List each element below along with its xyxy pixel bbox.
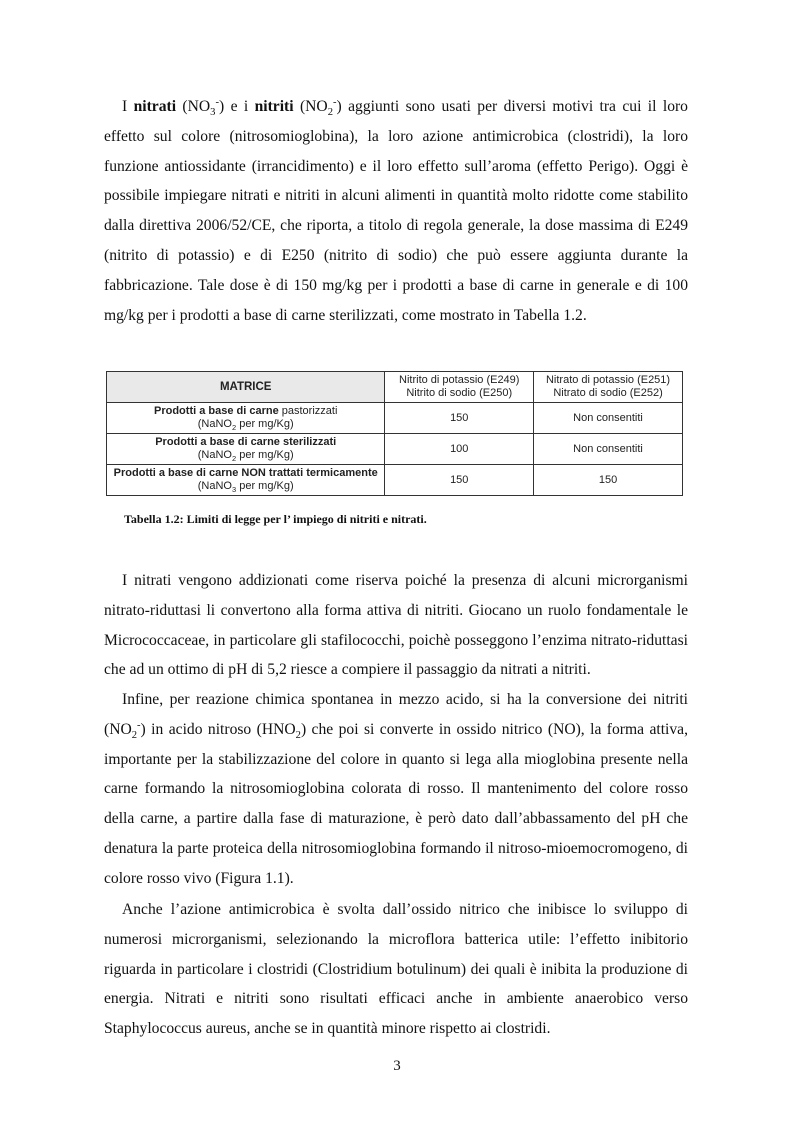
row-unit bbox=[110, 418, 381, 431]
page-number: 3 bbox=[393, 1058, 401, 1074]
superscript: - bbox=[333, 96, 337, 108]
row-title: Prodotti a base di carne NON trattati termicamente bbox=[113, 467, 378, 479]
row-value-nitriti: 150 bbox=[385, 403, 534, 434]
text-run: ) in acido nitroso (HNO bbox=[140, 720, 296, 738]
paragraph-azione-antimicrobica bbox=[104, 895, 688, 1044]
table-header-row bbox=[107, 372, 683, 403]
row-matrix-cell bbox=[107, 465, 385, 496]
text-run: Anche l’azione antimicrobica è svolta dall’ossido nitrico che inibisce lo sviluppo di numerosi microrganismi, selezionando la microflora batterica utile: l’effetto inibitorio riguarda in particolare i clostridi (Clostridium botulinum) dei quali è inibita la produzione di energia. Nitrati e nitriti sono risultati efficaci anche in ambiente anaerobico verso Staphylococcus aureus, anche se in quantità minore rispetto ai clostridi. bbox=[104, 901, 688, 1038]
header-nitrati bbox=[534, 372, 683, 403]
row-unit bbox=[110, 480, 381, 493]
subscript: 2 bbox=[232, 423, 237, 433]
unit-text: per mg/Kg) bbox=[236, 449, 294, 461]
limits-table-container bbox=[106, 371, 683, 494]
text-run: I nitrati vengono addizionati come riserva poiché la presenza di alcuni microrganismi nitrato-riduttasi li convertono alla forma attiva di nitriti. Giocano un ruolo fondamentale le Micrococcaceae, in particolare gli stafilococchi, poichè posseggono l’enzima nitrato-riduttasi che ad un ottimo di pH di 5,2 riesce a compiere il passaggio da nitrati a nitriti. bbox=[104, 572, 688, 679]
subscript: 3 bbox=[210, 107, 216, 119]
header-line: Nitrito di sodio (E250) bbox=[406, 387, 513, 399]
subscript: 2 bbox=[295, 729, 301, 741]
limits-table bbox=[106, 371, 683, 496]
table-row bbox=[107, 465, 683, 496]
row-value-nitrati: 150 bbox=[534, 465, 683, 496]
row-value-nitrati: Non consentiti bbox=[534, 434, 683, 465]
paragraph-reazione-chimica bbox=[104, 685, 688, 894]
paragraph-nitrati-nitriti bbox=[104, 92, 688, 330]
subscript: 2 bbox=[327, 107, 333, 119]
header-line: Nitrito di potassio (E249) bbox=[399, 374, 520, 386]
table-row bbox=[107, 434, 683, 465]
table-caption: Tabella 1.2: Limiti di legge per l’ impiego di nitriti e nitrati. bbox=[124, 512, 427, 526]
row-title: Prodotti a base di carne sterilizzati bbox=[155, 436, 337, 448]
row-value-nitriti: 100 bbox=[385, 434, 534, 465]
unit-text: (NaNO bbox=[197, 449, 232, 461]
unit-text: per mg/Kg) bbox=[236, 418, 294, 430]
text-run: (NO bbox=[176, 98, 211, 115]
paragraph-riserva-nitrati bbox=[104, 566, 688, 685]
subscript: 2 bbox=[232, 454, 237, 464]
row-title-tail: pastorizzati bbox=[281, 405, 338, 417]
header-matrice: MATRICE bbox=[107, 372, 385, 403]
superscript: - bbox=[137, 719, 141, 731]
row-title: Prodotti a base di carne bbox=[154, 405, 282, 417]
row-matrix-cell bbox=[107, 403, 385, 434]
header-line: Nitrato di sodio (E252) bbox=[553, 387, 663, 399]
text-run: ) aggiunti sono usati per diversi motivi tra cui il loro effetto sul colore (nitrosomioglobina), la loro azione antimicrobica (clostridi), la loro funzione antiossidante (irrancidimento) e il loro effetto sull’aroma (effetto Perigo). Oggi è possibile impiegare nitrati e nitriti in alcuni alimenti in quantità molto ridotte come stabilito dalla direttiva 2006/52/CE, che riporta, a titolo di regola generale, la dose massima di E249 (nitrito di potassio) e di E250 (nitrito di sodio) che può essere aggiunta durante la fabbricazione. Tale dose è di 150 mg/kg per i prodotti a base di carne in generale e di 100 mg/kg per i prodotti a base di carne sterilizzati, come mostrato in Tabella 1.2. bbox=[104, 98, 688, 324]
text-run: ) e i bbox=[218, 98, 255, 115]
row-matrix-cell bbox=[107, 434, 385, 465]
text-run: (NO bbox=[293, 98, 328, 115]
superscript: - bbox=[215, 96, 219, 108]
bold-term-nitriti: nitriti bbox=[254, 98, 294, 115]
row-value-nitriti: 150 bbox=[385, 465, 534, 496]
text-run: Infine, per reazione chimica spontanea in mezzo acido, si ha la conversione dei nitriti (NO bbox=[104, 691, 688, 738]
header-line: Nitrato di potassio (E251) bbox=[545, 374, 671, 386]
unit-text: per mg/Kg) bbox=[236, 480, 294, 492]
unit-text: (NaNO bbox=[197, 418, 232, 430]
text-run: I bbox=[122, 98, 134, 115]
subscript: 3 bbox=[232, 485, 237, 495]
row-value-nitrati: Non consentiti bbox=[534, 403, 683, 434]
bold-term-nitrati: nitrati bbox=[133, 98, 177, 115]
subscript: 2 bbox=[131, 729, 138, 741]
text-run: ) che poi si converte in ossido nitrico (NO), la forma attiva, importante per la stabilizzazione del colore in quanto si lega alla mioglobina presente nella carne formando la nitrosomioglobina colorata di rosso. Il mantenimento del colore rosso della carne, a partire dalla fase di maturazione, è però dato dall’abbassamento del pH che denatura la parte proteica della nitrosomioglobina formando il nitroso-mioemocromogeno, di colore rosso vivo (Figura 1.1). bbox=[104, 720, 688, 887]
unit-text: (NaNO bbox=[197, 480, 232, 492]
table-row bbox=[107, 403, 683, 434]
header-nitriti bbox=[385, 372, 534, 403]
row-unit bbox=[110, 449, 381, 462]
